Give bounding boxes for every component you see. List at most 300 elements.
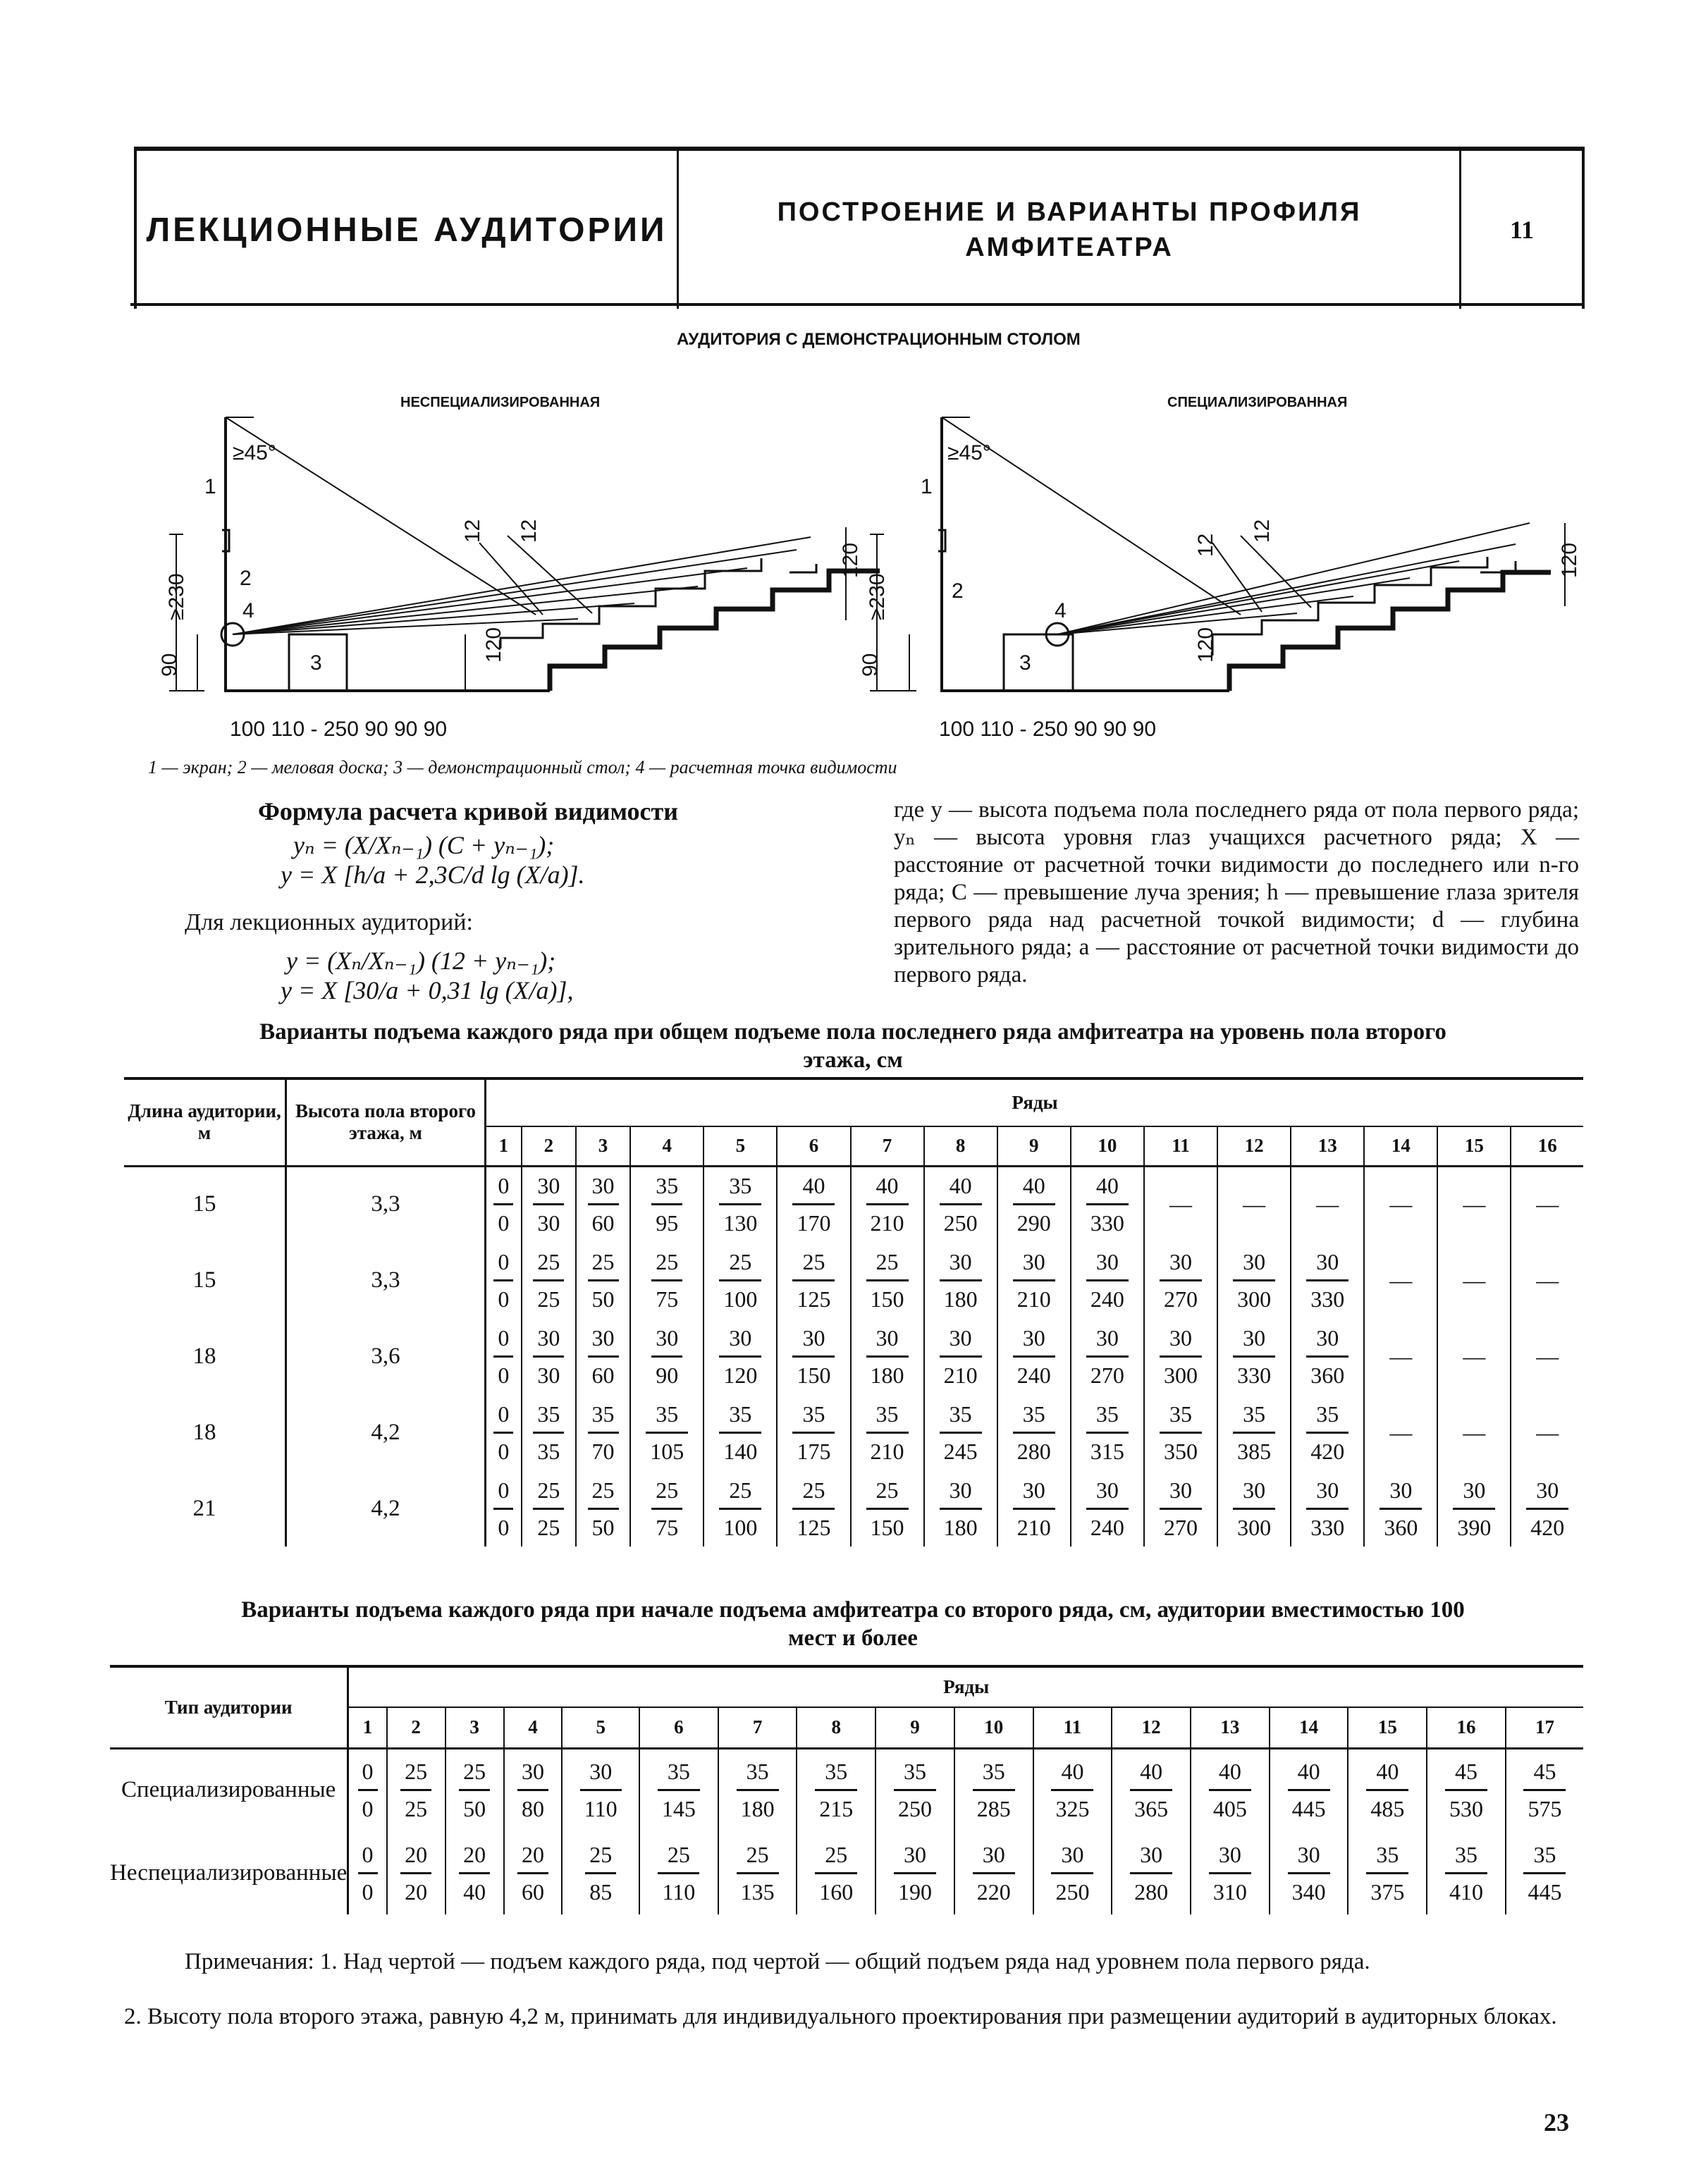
total-rise-value: 60: [521, 1878, 544, 1905]
value-cell: [387, 1748, 446, 1831]
row-rise-value: 35: [646, 1396, 688, 1434]
svg-text:120: 120: [482, 627, 505, 663]
total-rise-value: 95: [656, 1210, 679, 1236]
row-rise-value: 0: [493, 1396, 513, 1434]
row-rise-value: 35: [815, 1754, 857, 1791]
total-rise-value: 0: [498, 1438, 510, 1464]
row-rise-value: 35: [1306, 1396, 1348, 1434]
note-2: 2. Высоту пола второго этажа, равную 4,2 м, принимать для индивидуального проектирования при размещении аудиторий в аудиторных блоках.: [124, 2004, 1557, 2029]
row-rise-value: 30: [1526, 1472, 1568, 1510]
value-cell: [851, 1242, 924, 1318]
total-rise-value: 575: [1528, 1796, 1562, 1822]
fraction: [533, 1396, 564, 1469]
row-rise-value: 0: [493, 1320, 513, 1358]
row-rise-value: 0: [493, 1244, 513, 1281]
value-cell: [630, 1242, 704, 1318]
total-rise-value: 375: [1370, 1878, 1405, 1905]
row-number-cell: 13: [1191, 1707, 1270, 1748]
row-rise-value: 30: [894, 1837, 936, 1874]
table-row: [124, 1242, 1583, 1318]
total-rise-value: 210: [870, 1210, 904, 1236]
fraction: [533, 1320, 564, 1393]
row-rise-value: 25: [585, 1837, 616, 1874]
value-cell: [1291, 1394, 1364, 1470]
fraction: [1523, 1837, 1566, 1910]
total-rise-value: 270: [1163, 1286, 1198, 1312]
fraction: [940, 1396, 982, 1469]
row-rise-value: 30: [973, 1837, 1015, 1874]
fraction: [658, 1754, 700, 1826]
total-rise-value: 250: [898, 1796, 932, 1822]
fraction: [1086, 1244, 1129, 1317]
row-rise-value: 25: [792, 1244, 835, 1281]
value-cell: [1437, 1394, 1511, 1470]
row-number-cell: 5: [562, 1707, 639, 1748]
total-rise-value: 70: [591, 1438, 615, 1464]
row-number-cell: 10: [1071, 1126, 1144, 1166]
fraction: [1086, 1168, 1129, 1241]
row-rise-value: 30: [1086, 1244, 1129, 1281]
value-cell: [1217, 1394, 1291, 1470]
fraction: [866, 1168, 909, 1241]
row-rise-value: 30: [533, 1320, 564, 1358]
dash-value: —: [1389, 1191, 1413, 1217]
value-cell: [348, 1831, 387, 1914]
value-cell: [875, 1748, 954, 1831]
table2-col-type: Тип аудитории: [110, 1666, 348, 1748]
total-rise-value: 330: [1090, 1210, 1124, 1236]
table-row: [124, 1166, 1583, 1242]
svg-text:≥230: ≥230: [866, 573, 889, 620]
row-rise-value: 30: [1209, 1837, 1251, 1874]
total-rise-value: 145: [661, 1796, 696, 1822]
row-rise-value: 40: [1013, 1168, 1055, 1205]
total-rise-value: 250: [943, 1210, 978, 1236]
fraction: [1013, 1472, 1055, 1545]
total-rise-value: 180: [943, 1286, 978, 1312]
row-rise-value: 25: [866, 1244, 909, 1281]
row-number-cell: 13: [1291, 1126, 1364, 1166]
table-row: [110, 1831, 1583, 1914]
fraction: [517, 1754, 548, 1826]
diagram-legend: 1 — экран; 2 — меловая доска; 3 — демонстрационный стол; 4 — расчетная точка видимости: [148, 757, 897, 777]
total-rise-value: 110: [584, 1796, 618, 1822]
fraction: [459, 1754, 490, 1826]
fraction: [588, 1320, 619, 1393]
value-cell: [851, 1470, 924, 1546]
value-cell: [1144, 1242, 1217, 1318]
dash-value: —: [1463, 1191, 1486, 1217]
fraction: [585, 1837, 616, 1910]
fraction: [651, 1320, 682, 1393]
total-rise-value: 240: [1016, 1362, 1051, 1388]
value-cell: [997, 1394, 1071, 1470]
lecture-intro: Для лекционных аудиторий:: [185, 909, 473, 935]
fraction: [1160, 1244, 1202, 1317]
total-rise-value: 130: [723, 1210, 758, 1236]
fraction: [815, 1837, 857, 1910]
total-rise-value: 100: [723, 1514, 758, 1540]
sheet-number: 11: [1509, 216, 1534, 244]
row-rise-value: 40: [1130, 1754, 1172, 1791]
value-cell: [997, 1470, 1071, 1546]
total-rise-value: 50: [591, 1286, 615, 1312]
value-cell: [1437, 1242, 1511, 1318]
value-cell: [777, 1242, 850, 1318]
fraction: [866, 1244, 909, 1317]
row-number-cell: 4: [630, 1126, 704, 1166]
fraction: [533, 1168, 564, 1241]
fraction: [493, 1168, 513, 1241]
row-rise-value: 30: [1086, 1320, 1129, 1358]
row-label-cell: 15: [124, 1242, 286, 1318]
fraction: [1086, 1396, 1129, 1469]
total-rise-value: 125: [797, 1514, 831, 1540]
row-rise-value: 40: [792, 1168, 835, 1205]
row-rise-value: 25: [459, 1754, 490, 1791]
total-rise-value: 90: [656, 1362, 679, 1388]
value-cell: [924, 1318, 997, 1394]
row-rise-value: 35: [588, 1396, 619, 1434]
value-cell: [924, 1166, 997, 1242]
value-cell: [1506, 1748, 1583, 1831]
total-rise-value: 25: [405, 1796, 428, 1822]
row-rise-value: 40: [1288, 1754, 1330, 1791]
value-cell: [1364, 1470, 1437, 1546]
row-rise-value: 20: [459, 1837, 490, 1874]
value-cell: [997, 1166, 1071, 1242]
row-rise-value: 30: [1453, 1472, 1495, 1510]
row-rise-value: 40: [1051, 1754, 1093, 1791]
total-rise-value: 340: [1291, 1878, 1326, 1905]
fraction: [588, 1396, 619, 1469]
value-cell: [486, 1470, 522, 1546]
dash-value: —: [1536, 1343, 1559, 1369]
row-rise-value: 30: [940, 1472, 982, 1510]
row-number-cell: 11: [1033, 1707, 1112, 1748]
fraction: [493, 1396, 513, 1469]
value-cell: [1217, 1318, 1291, 1394]
svg-text:12: 12: [1194, 533, 1217, 557]
row-number-cell: 7: [851, 1126, 924, 1166]
row-rise-value: 30: [1013, 1244, 1055, 1281]
fraction: [1086, 1320, 1129, 1393]
value-cell: [1364, 1242, 1437, 1318]
row-number-cell: 16: [1427, 1707, 1506, 1748]
svg-text:3: 3: [1019, 651, 1031, 675]
value-cell: [1071, 1394, 1144, 1470]
fraction: [1130, 1754, 1172, 1826]
row-rise-value: 35: [651, 1168, 682, 1205]
row-rise-value: 35: [719, 1168, 761, 1205]
value-cell: [1033, 1831, 1112, 1914]
value-cell: [1348, 1748, 1427, 1831]
value-cell: [1427, 1831, 1506, 1914]
svg-text:4: 4: [1055, 599, 1067, 622]
svg-text:120: 120: [1194, 627, 1217, 663]
total-rise-value: 30: [537, 1210, 560, 1236]
right-diagram-title: СПЕЦИАЛИЗИРОВАННАЯ: [1167, 395, 1348, 410]
dash-value: —: [1389, 1267, 1413, 1293]
value-cell: [562, 1831, 639, 1914]
value-cell: [1511, 1242, 1583, 1318]
total-rise-value: 180: [943, 1514, 978, 1540]
value-cell: [875, 1831, 954, 1914]
total-rise-value: 360: [1384, 1514, 1418, 1540]
fraction: [940, 1320, 982, 1393]
total-rise-value: 250: [1055, 1878, 1090, 1905]
total-rise-value: 330: [1237, 1362, 1272, 1388]
total-rise-value: 410: [1449, 1878, 1484, 1905]
dash-value: —: [1243, 1191, 1266, 1217]
value-cell: [486, 1318, 522, 1394]
value-cell: [1511, 1470, 1583, 1546]
fraction: [580, 1754, 622, 1826]
fraction: [815, 1754, 857, 1826]
value-cell: [704, 1470, 777, 1546]
total-rise-value: 390: [1457, 1514, 1492, 1540]
row-rise-value: 30: [1233, 1472, 1275, 1510]
row-rise-value: 35: [973, 1754, 1015, 1791]
row-rise-value: 45: [1445, 1754, 1487, 1791]
total-rise-value: 310: [1212, 1878, 1247, 1905]
value-cell: [924, 1242, 997, 1318]
fraction: [940, 1244, 982, 1317]
fraction: [1209, 1754, 1251, 1826]
total-rise-value: 240: [1090, 1514, 1124, 1540]
row-number-cell: 10: [954, 1707, 1033, 1748]
table2: [110, 1665, 1583, 1914]
value-cell: [851, 1166, 924, 1242]
value-cell: [1291, 1242, 1364, 1318]
total-rise-value: 140: [723, 1438, 758, 1464]
total-rise-value: 215: [819, 1796, 854, 1822]
value-cell: [797, 1831, 875, 1914]
value-cell: [639, 1748, 718, 1831]
total-rise-value: 360: [1310, 1362, 1345, 1388]
dash-value: —: [1536, 1419, 1559, 1445]
fraction: [719, 1244, 761, 1317]
value-cell: [1364, 1318, 1437, 1394]
total-rise-value: 105: [650, 1438, 684, 1464]
left-diagram-title: НЕСПЕЦИАЛИЗИРОВАННАЯ: [400, 395, 601, 410]
fraction: [940, 1472, 982, 1545]
row-rise-value: 30: [580, 1754, 622, 1791]
row-rise-value: 30: [1306, 1320, 1348, 1358]
row-label-cell: 21: [124, 1470, 286, 1546]
fraction: [792, 1320, 835, 1393]
table1: [124, 1077, 1583, 1546]
fraction: [1233, 1320, 1275, 1393]
row-rise-value: 35: [719, 1396, 761, 1434]
value-cell: [630, 1318, 704, 1394]
value-cell: [1191, 1748, 1270, 1831]
svg-text:12: 12: [517, 519, 541, 543]
total-rise-value: 150: [870, 1286, 904, 1312]
value-cell: [1437, 1318, 1511, 1394]
value-cell: [522, 1318, 576, 1394]
value-cell: [630, 1166, 704, 1242]
svg-text:1: 1: [921, 475, 933, 498]
row-rise-value: 25: [719, 1472, 761, 1510]
fraction: [894, 1754, 936, 1826]
dash-value: —: [1389, 1419, 1413, 1445]
total-rise-value: 80: [521, 1796, 544, 1822]
total-rise-value: 210: [1016, 1514, 1051, 1540]
value-cell: [718, 1748, 797, 1831]
fraction: [400, 1837, 431, 1910]
total-rise-value: 135: [740, 1878, 775, 1905]
fraction: [719, 1320, 761, 1393]
value-cell: [522, 1166, 576, 1242]
total-rise-value: 330: [1310, 1514, 1345, 1540]
total-rise-value: 530: [1449, 1796, 1484, 1822]
value-cell: [1217, 1242, 1291, 1318]
row-rise-value: 30: [1051, 1837, 1093, 1874]
right-demo-table: [1004, 634, 1073, 691]
fraction: [646, 1396, 688, 1469]
fraction: [1366, 1754, 1408, 1826]
row-rise-value: 35: [1233, 1396, 1275, 1434]
dash-value: —: [1463, 1419, 1486, 1445]
fraction: [358, 1754, 378, 1826]
row-number-cell: 16: [1511, 1126, 1583, 1166]
value-cell: [1144, 1394, 1217, 1470]
value-cell: [777, 1470, 850, 1546]
fraction: [1013, 1396, 1055, 1469]
row-label-cell: 4,2: [286, 1394, 486, 1470]
fraction: [792, 1168, 835, 1241]
row-rise-value: 35: [1160, 1396, 1202, 1434]
row-rise-value: 0: [493, 1168, 513, 1205]
dash-value: —: [1169, 1191, 1192, 1217]
row-rise-value: 30: [1086, 1472, 1129, 1510]
value-cell: [1112, 1748, 1191, 1831]
total-rise-value: 0: [498, 1286, 510, 1312]
row-rise-value: 30: [1233, 1244, 1275, 1281]
row-rise-value: 45: [1523, 1754, 1566, 1791]
value-cell: [576, 1242, 630, 1318]
total-rise-value: 50: [591, 1514, 615, 1540]
total-rise-value: 210: [870, 1438, 904, 1464]
row-number-cell: 5: [704, 1126, 777, 1166]
value-cell: [1144, 1318, 1217, 1394]
value-cell: [639, 1831, 718, 1914]
value-cell: [522, 1242, 576, 1318]
value-cell: [704, 1318, 777, 1394]
total-rise-value: 220: [976, 1878, 1011, 1905]
table2-title: Варианты подъема каждого ряда при начале подъема амфитеатра со второго ряда, см, аудитории вместимостью 100 мест и более: [241, 1597, 1465, 1651]
row-rise-value: 35: [1086, 1396, 1129, 1434]
row-rise-value: 30: [792, 1320, 835, 1358]
fraction: [1306, 1472, 1348, 1545]
row-rise-value: 30: [1160, 1244, 1202, 1281]
row-number-cell: 7: [718, 1707, 797, 1748]
row-rise-value: 25: [815, 1837, 857, 1874]
total-rise-value: 270: [1090, 1362, 1124, 1388]
svg-text:1: 1: [204, 475, 216, 498]
row-rise-value: 25: [792, 1472, 835, 1510]
row-rise-value: 30: [533, 1168, 564, 1205]
row-rise-value: 40: [866, 1168, 909, 1205]
svg-text:≥230: ≥230: [165, 573, 188, 620]
fraction: [1051, 1837, 1093, 1910]
fraction: [940, 1168, 982, 1241]
row-label-cell: Неспециализированные: [110, 1831, 348, 1914]
value-cell: [704, 1166, 777, 1242]
total-rise-value: 385: [1237, 1438, 1272, 1464]
total-rise-value: 0: [498, 1514, 510, 1540]
value-cell: [704, 1242, 777, 1318]
row-rise-value: 30: [1306, 1472, 1348, 1510]
formula-4: y = X [30/a + 0,31 lg (X/a)],: [281, 976, 574, 1004]
row-rise-value: 25: [651, 1472, 682, 1510]
row-label-cell: 3,6: [286, 1318, 486, 1394]
row-rise-value: 30: [651, 1320, 682, 1358]
svg-text:≥45°: ≥45°: [233, 441, 276, 465]
fraction: [1233, 1396, 1275, 1469]
row-number-cell: 8: [924, 1126, 997, 1166]
row-number-cell: 15: [1437, 1126, 1511, 1166]
fraction: [588, 1168, 619, 1241]
table-row: [124, 1394, 1583, 1470]
total-rise-value: 285: [976, 1796, 1011, 1822]
row-rise-value: 30: [866, 1320, 909, 1358]
row-number-cell: 12: [1217, 1126, 1291, 1166]
value-cell: [997, 1318, 1071, 1394]
row-number-cell: 1: [486, 1126, 522, 1166]
total-rise-value: 25: [537, 1286, 560, 1312]
svg-text:2: 2: [240, 567, 252, 590]
row-rise-value: 30: [588, 1168, 619, 1205]
fraction: [517, 1837, 548, 1910]
fraction: [1233, 1472, 1275, 1545]
page-title: ПОСТРОЕНИЕ И ВАРИАНТЫ ПРОФИЛЯ АМФИТЕАТРА: [680, 151, 1461, 309]
total-rise-value: 210: [1016, 1286, 1051, 1312]
row-number-cell: 2: [387, 1707, 446, 1748]
row-rise-value: 30: [1013, 1320, 1055, 1358]
row-number-cell: 14: [1270, 1707, 1348, 1748]
total-rise-value: 30: [537, 1362, 560, 1388]
value-cell: [704, 1394, 777, 1470]
fraction: [658, 1837, 699, 1910]
value-cell: [504, 1831, 563, 1914]
fraction: [1051, 1754, 1093, 1826]
total-rise-value: 20: [405, 1878, 428, 1905]
row-rise-value: 30: [940, 1244, 982, 1281]
total-rise-value: 25: [537, 1514, 560, 1540]
row-rise-value: 35: [1523, 1837, 1566, 1874]
row-label-cell: 18: [124, 1394, 286, 1470]
total-rise-value: 300: [1237, 1514, 1272, 1540]
value-cell: [1291, 1318, 1364, 1394]
fraction: [651, 1244, 682, 1317]
row-rise-value: 30: [1380, 1472, 1422, 1510]
row-rise-value: 25: [737, 1837, 779, 1874]
fraction: [792, 1472, 835, 1545]
fraction: [588, 1244, 619, 1317]
row-rise-value: 35: [1366, 1837, 1408, 1874]
row-rise-value: 40: [940, 1168, 982, 1205]
row-number-cell: 6: [777, 1126, 850, 1166]
row-label-cell: 3,3: [286, 1166, 486, 1242]
fraction: [493, 1472, 513, 1545]
fraction: [1453, 1472, 1495, 1545]
row-label-cell: 18: [124, 1318, 286, 1394]
fraction: [493, 1320, 513, 1393]
fraction: [1306, 1244, 1348, 1317]
fraction: [973, 1754, 1015, 1826]
